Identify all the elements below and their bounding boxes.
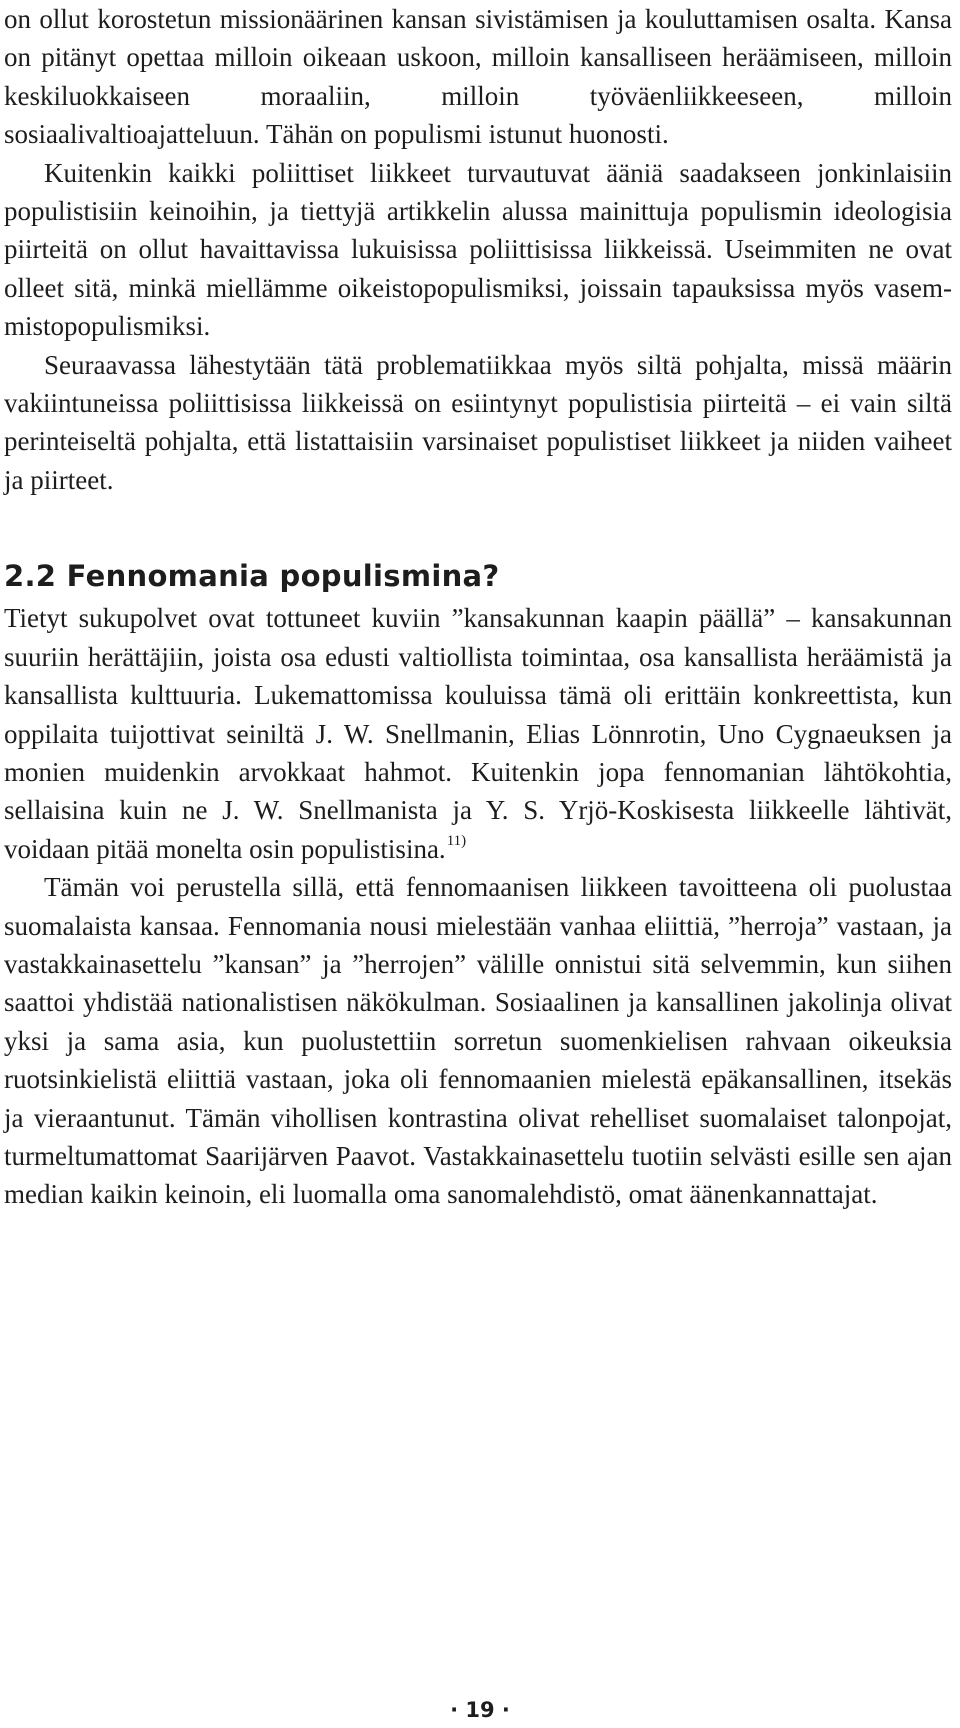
footnote-marker: 11) <box>446 832 467 849</box>
section-heading: 2.2 Fennomania populismina? <box>4 559 500 594</box>
paragraph-fennomania-intro <box>4 599 952 868</box>
paragraph-political-movements: Kuitenkin kaikki poliittiset liikkeet turvautuvat ääniä saadakseen jonkinlaisiin populistisiin keinoihin, ja tiettyjä artikkelin alussa mainittuja populismin ideologisia piirteitä on ollut havaittavissa lukuisissa poliittisissa liikkeissä. Useimmiten ne ovat olleet sitä, minkä miellämme oikeistopopulismiksi, joissain tapauksissa myös vasemmistopopulismiksi. <box>4 157 952 342</box>
paragraph-fennomania-intro-text: Tietyt sukupolvet ovat tottuneet kuviin ”kansakunnan kaapin päällä” – kansakunnan suuriin herättäjiin, joista osa edusti valtiollista toimintaa, osa kansallista heräämistä ja kansallista kulttuuria. Lukemattomissa kouluissa tämä oli erittäin konkreettista, kun oppilaita tuijottivat seiniltä J. W. Snellmanin, Elias Lönnrotin, Uno Cygnaeuksen ja monien muidenkin arvokkaat hahmot. Kuitenkin jopa fennomanian lähtökohtia, sellaisina kuin ne J. W. Snellmanista ja Y. S. Yrjö-Koskisesta liikkeelle lähtivät, voidaan pitää monelta osin populistisina. <box>4 603 952 864</box>
paragraph-approach: Seuraavassa lähestytään tätä problematiikkaa myös siltä pohjalta, missä määrin vakiintuneissa poliittisissa liikkeissä on esiintynyt populistisia piirteitä – ei vain siltä perinteiseltä pohjalta, että listattaisiin varsinaiset populistiset liikkeet ja niiden vaiheet ja piirteet. <box>4 349 952 495</box>
document-page <box>4 0 952 1214</box>
paragraph-fennomania-argument: Tämän voi perustella sillä, että fennomaanisen liikkeen tavoitteena oli puolustaa suomalaista kansaa. Fennomania nousi mielestään vanhaa eliittiä, ”herroja” vastaan, ja vastakkainasettelu ”kansan” ja ”herrojen” välille onnistui sitä selvemmin, kun siihen saattoi yhdistää nationalistisen näkökulman. Sosiaalinen ja kansallinen jakolinja olivat yksi ja sama asia, kun puolustettiin sorretun suomenkielisen rahvaan oikeuksia ruotsinkielistä eliittiä vastaan, joka oli fennomaanien mielestä epäkansallinen, itsekäs ja vieraantunut. Tämän vihollisen kontrastina olivat rehelliset suomalaiset talonpojat, turmeltumattomat Saarijärven Paavot. Vastakkainasettelu tuotiin selvästi esille sen ajan median kaikin keinoin, eli luomalla oma sanomalehdistö, omat äänenkannattajat. <box>4 872 952 1210</box>
page-number: · 19 · <box>450 1698 510 1722</box>
paragraph-continuation: on ollut korostetun missionäärinen kansan sivistämisen ja kouluttamisen osalta. Kansa on pitänyt opettaa milloin oikeaan uskoon, milloin kansalliseen heräämiseen, milloin keskiluokkaiseen moraaliin, milloin työväenliikkeeseen, milloin sosiaalivaltioajatteluun. Tähän on populismi istunut huonosti. <box>4 4 952 150</box>
